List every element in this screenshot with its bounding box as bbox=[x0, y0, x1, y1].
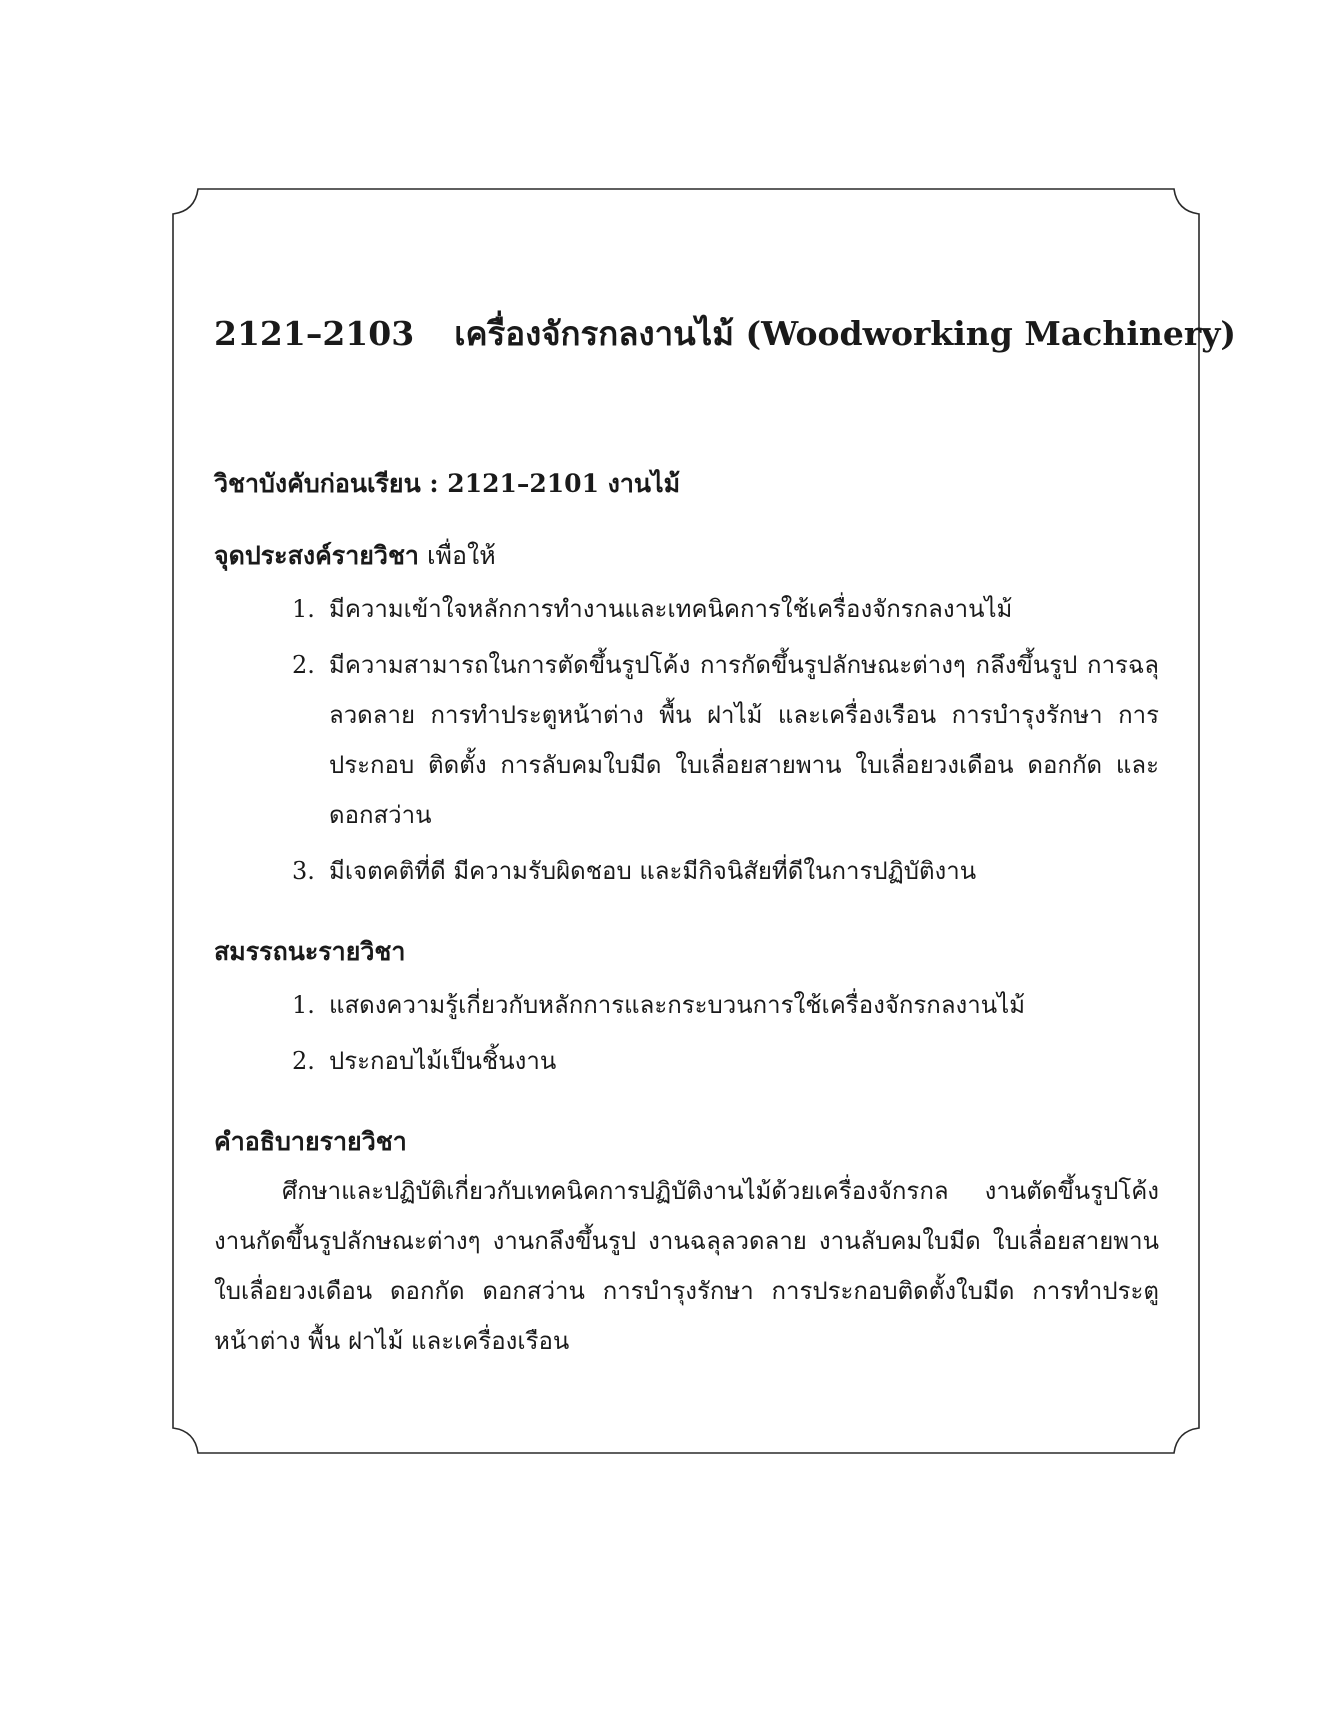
objectives-heading bbox=[214, 536, 1159, 576]
objectives-heading-label: จุดประสงค์รายวิชา bbox=[214, 541, 419, 570]
objectives-heading-note: เพื่อให้ bbox=[426, 541, 496, 570]
description-section bbox=[214, 1122, 1159, 1366]
objectives-list bbox=[214, 584, 1159, 896]
list-item-text: ประกอบไม้เป็นชิ้นงาน bbox=[329, 1047, 557, 1075]
list-item-text: มีความสามารถในการตัดขึ้นรูปโค้ง การกัดขึ้นรูปลักษณะต่างๆ กลึงขึ้นรูป การฉลุลวดลาย การทำประตูหน้าต่าง พื้น ฝาไม้ และเครื่องเรือน การบำรุงรักษา การประกอบ ติดตั้ง การลับคมใบมีด ใบเลื่อยสายพาน ใบเลื่อยวงเดือน ดอกกัด และดอกสว่าน bbox=[329, 651, 1159, 829]
list-item bbox=[214, 980, 1159, 1030]
course-description-block bbox=[214, 300, 1237, 1366]
list-item-number: 1. bbox=[292, 595, 315, 623]
list-item-number: 1. bbox=[292, 991, 315, 1019]
competencies-heading: สมรรถนะรายวิชา bbox=[214, 937, 406, 966]
objectives-section bbox=[214, 536, 1159, 896]
list-item-number: 2. bbox=[292, 651, 315, 679]
list-item bbox=[214, 640, 1159, 840]
competencies-section bbox=[214, 932, 1159, 1086]
description-heading: คำอธิบายรายวิชา bbox=[214, 1127, 407, 1156]
list-item bbox=[214, 1036, 1159, 1086]
course-code: 2121–2103 bbox=[214, 314, 415, 353]
course-title bbox=[214, 300, 1237, 368]
prerequisite-line: วิชาบังคับก่อนเรียน : 2121–2101 งานไม้ bbox=[214, 469, 681, 498]
list-item-text: แสดงความรู้เกี่ยวกับหลักการและกระบวนการใช้เครื่องจักรกลงานไม้ bbox=[329, 991, 1026, 1019]
list-item bbox=[214, 584, 1159, 634]
list-item-number: 3. bbox=[292, 857, 315, 885]
description-text: ศึกษาและปฏิบัติเกี่ยวกับเทคนิคการปฏิบัติงานไม้ด้วยเครื่องจักรกล งานตัดขึ้นรูปโค้ง งานกัดขึ้นรูปลักษณะต่างๆ งานกลึงขึ้นรูป งานฉลุลวดลาย งานลับคมใบมีด ใบเลื่อยสายพาน ใบเลื่อยวงเดือน ดอกกัด ดอกสว่าน การบำรุงรักษา การประกอบติดตั้งใบมีด การทำประตูหน้าต่าง พื้น ฝาไม้ และเครื่องเรือน bbox=[214, 1177, 1159, 1355]
list-item-text: มีเจตคติที่ดี มีความรับผิดชอบ และมีกิจนิสัยที่ดีในการปฏิบัติงาน bbox=[329, 857, 977, 885]
list-item-text: มีความเข้าใจหลักการทำงานและเทคนิคการใช้เครื่องจักรกลงานไม้ bbox=[329, 595, 1013, 623]
list-item-number: 2. bbox=[292, 1047, 315, 1075]
course-name: เครื่องจักรกลงานไม้ (Woodworking Machinery) bbox=[454, 314, 1237, 353]
list-item bbox=[214, 846, 1159, 896]
competencies-list bbox=[214, 980, 1159, 1086]
